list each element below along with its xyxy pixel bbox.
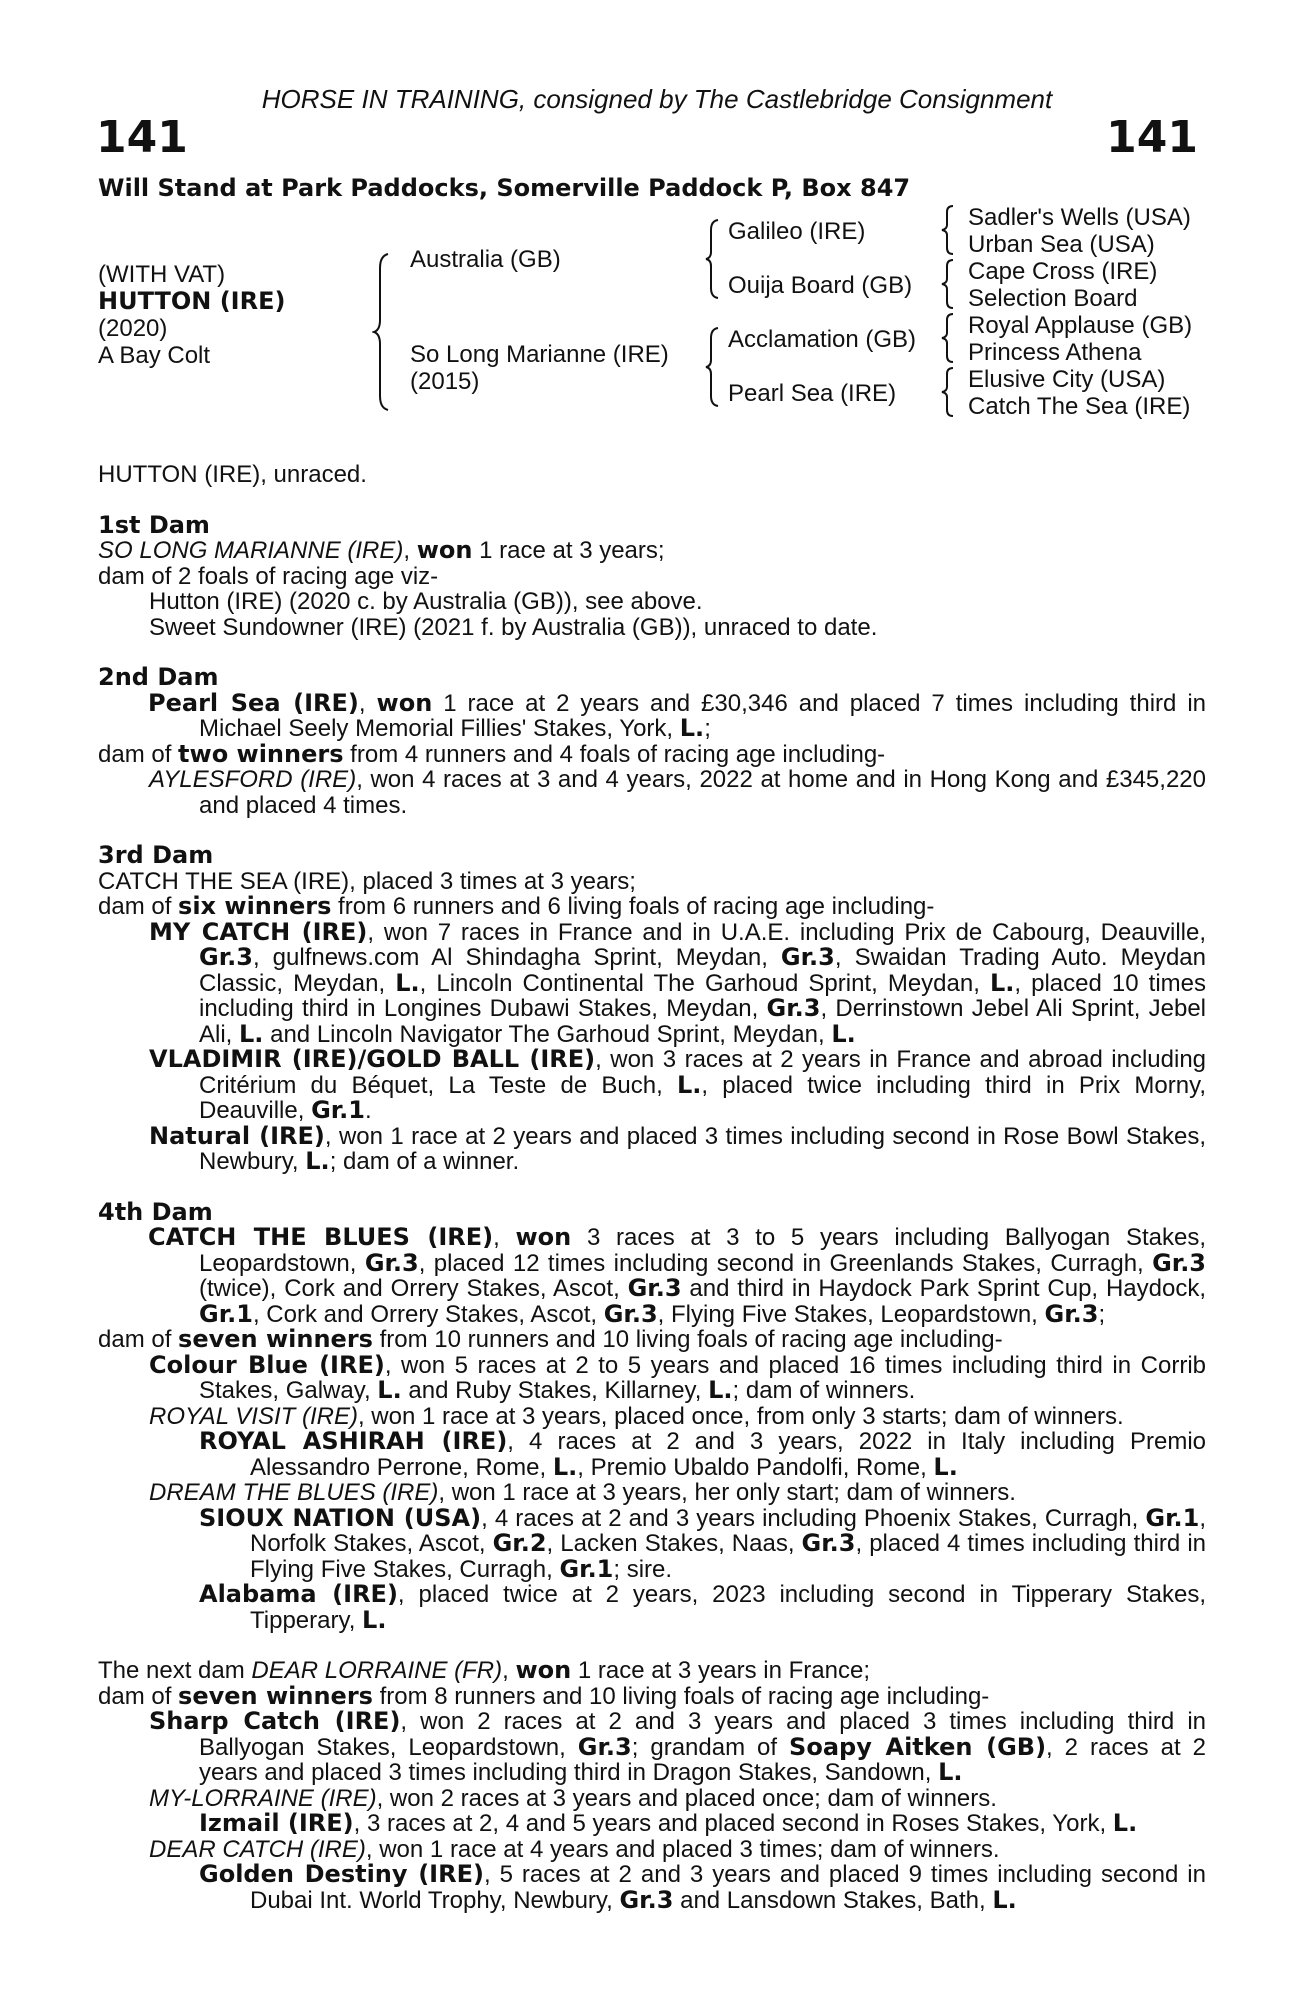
sire-dam: Ouija Board (GB) <box>728 272 913 299</box>
pedigree-brace-g2 <box>940 258 956 310</box>
next-dam-record: The next dam DEAR LORRAINE (FR), won 1 race at 3 years in France; <box>98 1656 871 1684</box>
next-dam-progeny-3: DEAR CATCH (IRE), won 1 race at 4 years and placed 3 times; dam of winners. <box>149 1835 1000 1863</box>
dam4-progeny-1: Colour Blue (IRE), won 5 races at 2 to 5 years and placed 16 times including third in Corrib Stakes, Galway, L. and Ruby Stakes, Killarney, L.; dam of winners. <box>149 1350 1207 1404</box>
dam1-progeny-1: Hutton (IRE) (2020 c. by Australia (GB)), see above. <box>149 588 703 615</box>
dam2-record: Pearl Sea (IRE), won 1 race at 2 years and £30,346 and placed 7 times including third in Michael Seely Memorial Fillies' Stakes, York, L.; <box>148 688 1206 742</box>
dam-dam-sire: Elusive City (USA) <box>968 366 1166 393</box>
pedigree-brace-g4 <box>940 366 956 418</box>
dam2-progeny-1: AYLESFORD (IRE), won 4 races at 3 and 4 years, 2022 at home and in Hong Kong and £345,220 and placed 4 times. <box>149 766 1206 819</box>
dam1-record: SO LONG MARIANNE (IRE), won 1 race at 3 years; <box>98 536 665 564</box>
dam4-heading: 4th Dam <box>98 1197 213 1226</box>
dam1-foals: dam of 2 foals of racing age viz- <box>98 562 439 590</box>
dam4-record: CATCH THE BLUES (IRE), won 3 races at 3 to 5 years including Ballyogan Stakes, Leopardstown, Gr.3, placed 12 times including second in Greenlands Stakes, Curragh, Gr.3 (twice), Cork and Orrery Stakes, Ascot, Gr.3 and third in Haydock Park Sprint Cup, Haydock, Gr.1, Cork and Orrery Stakes, Ascot, Gr.3, Flying Five Stakes, Leopardstown, Gr.3; <box>148 1223 1207 1328</box>
sire-sire: Galileo (IRE) <box>728 218 866 245</box>
dam2-heading: 2nd Dam <box>98 663 219 691</box>
dam3-progeny-2: VLADIMIR (IRE)/GOLD BALL (IRE), won 3 races at 2 years in France and abroad including Critérium du Béquet, La Teste de Buch, L., placed twice including third in Prix Morny, Deauville, Gr.1. <box>149 1045 1207 1124</box>
vat-label: (WITH VAT) <box>98 261 226 288</box>
dam1-progeny-2: Sweet Sundowner (IRE) (2021 f. by Australia (GB)), unraced to date. <box>149 613 878 641</box>
stand-location: Will Stand at Park Paddocks, Somerville Paddock P, Box 847 <box>98 174 911 202</box>
catalogue-body <box>98 462 1206 1913</box>
next-dam-grandprogeny-1: Izmail (IRE), 3 races at 2, 4 and 5 years and placed second in Roses Stakes, York, L. <box>199 1809 1138 1837</box>
pedigree-brace-g1 <box>940 204 956 256</box>
next-dam-dam-of: dam of seven winners from 8 runners and 10 living foals of racing age including- <box>98 1681 990 1710</box>
sire-dam-dam: Selection Board <box>968 285 1138 312</box>
next-dam-grandprogeny-2: Golden Destiny (IRE), 5 races at 2 and 3 years and placed 9 times including second in Dubai Int. World Trophy, Newbury, Gr.3 and Lansdown Stakes, Bath, L. <box>199 1860 1206 1914</box>
dam3-dam-of: dam of six winners from 6 runners and 6 living foals of racing age including- <box>98 892 935 920</box>
dam-sire-sire: Royal Applause (GB) <box>968 312 1193 339</box>
pedigree-brace-dam <box>704 326 722 408</box>
dam3-heading: 3rd Dam <box>98 841 214 869</box>
dam4-grandprogeny-2: SIOUX NATION (USA), 4 races at 2 and 3 years including Phoenix Stakes, Curragh, Gr.1, Norfolk Stakes, Ascot, Gr.2, Lacken Stakes, Naas, Gr.3, placed 4 times including third in Flying Five Stakes, Curragh, Gr.1; sire. <box>199 1503 1206 1583</box>
lot-number-left: 141 <box>96 112 188 163</box>
horse-name: HUTTON (IRE) <box>98 287 286 315</box>
pedigree-brace-main <box>372 252 394 412</box>
next-dam-progeny-2: MY-LORRAINE (IRE), won 2 races at 3 years and placed once; dam of winners. <box>149 1784 997 1812</box>
dam3-progeny-1: MY CATCH (IRE), won 7 races in France and in U.A.E. including Prix de Cabourg, Deauville, Gr.3, gulfnews.com Al Shindagha Sprint, Meydan, Gr.3, Swaidan Trading Auto. Meydan Classic, Meydan, L., Lincoln Continental The Garhoud Sprint, Meydan, L., placed 10 times including third in Longines Dubawi Stakes, Meydan, Gr.3, Derrinstown Jebel Ali Sprint, Jebel Ali, L. and Lincoln Navigator The Garhoud Sprint, Meydan, L. <box>149 917 1207 1048</box>
horse-description: A Bay Colt <box>98 342 211 369</box>
dam4-progeny-3: DREAM THE BLUES (IRE), won 1 race at 3 years, her only start; dam of winners. <box>149 1479 1016 1506</box>
intro-line: HUTTON (IRE), unraced. <box>98 461 367 488</box>
next-dam-progeny-1: Sharp Catch (IRE), won 2 races at 2 and 3 years and placed 3 times including third in Ballyogan Stakes, Leopardstown, Gr.3; grandam of Soapy Aitken (GB), 2 races at 2 years and placed 3 times including third in Dragon Stakes, Sandown, L. <box>149 1707 1206 1786</box>
dam-dam-dam: Catch The Sea (IRE) <box>968 393 1191 420</box>
dam4-grandprogeny-3: Alabama (IRE), placed twice at 2 years, 2023 including second in Tipperary Stakes, Tipperary, L. <box>199 1580 1206 1634</box>
horse-year: (2020) <box>98 315 168 342</box>
dam1-heading: 1st Dam <box>98 510 210 539</box>
dam4-dam-of: dam of seven winners from 10 runners and 10 living foals of racing age including- <box>98 1325 1003 1353</box>
pedigree-brace-sire <box>704 218 722 300</box>
dam-sire-dam: Princess Athena <box>968 339 1142 366</box>
pedigree-brace-g3 <box>940 312 956 364</box>
dam-year: (2015) <box>410 368 480 395</box>
dam-dam: Pearl Sea (IRE) <box>728 380 897 407</box>
lot-number-right: 141 <box>1106 112 1198 163</box>
sire-dam-sire: Cape Cross (IRE) <box>968 258 1158 285</box>
sire-name: Australia (GB) <box>410 246 561 273</box>
sire-sire-sire: Sadler's Wells (USA) <box>968 204 1191 231</box>
dam-name: So Long Marianne (IRE) <box>410 341 669 368</box>
dam-sire: Acclamation (GB) <box>728 326 917 353</box>
sire-sire-dam: Urban Sea (USA) <box>968 231 1155 258</box>
dam4-grandprogeny-1: ROYAL ASHIRAH (IRE), 4 races at 2 and 3 years, 2022 in Italy including Premio Alessandro Perrone, Rome, L., Premio Ubaldo Pandolfi, Rome, L. <box>199 1427 1207 1481</box>
dam2-dam-of: dam of two winners from 4 runners and 4 foals of racing age including- <box>98 739 886 768</box>
dam4-progeny-2: ROYAL VISIT (IRE), won 1 race at 3 years, placed once, from only 3 starts; dam of winners. <box>149 1402 1124 1430</box>
consignor-header: HORSE IN TRAINING, consigned by The Castlebridge Consignment <box>261 84 1053 114</box>
dam3-progeny-3: Natural (IRE), won 1 race at 2 years and placed 3 times including second in Rose Bowl Stakes, Newbury, L.; dam of a winner. <box>149 1121 1206 1175</box>
dam3-record: CATCH THE SEA (IRE), placed 3 times at 3 years; <box>98 867 636 895</box>
